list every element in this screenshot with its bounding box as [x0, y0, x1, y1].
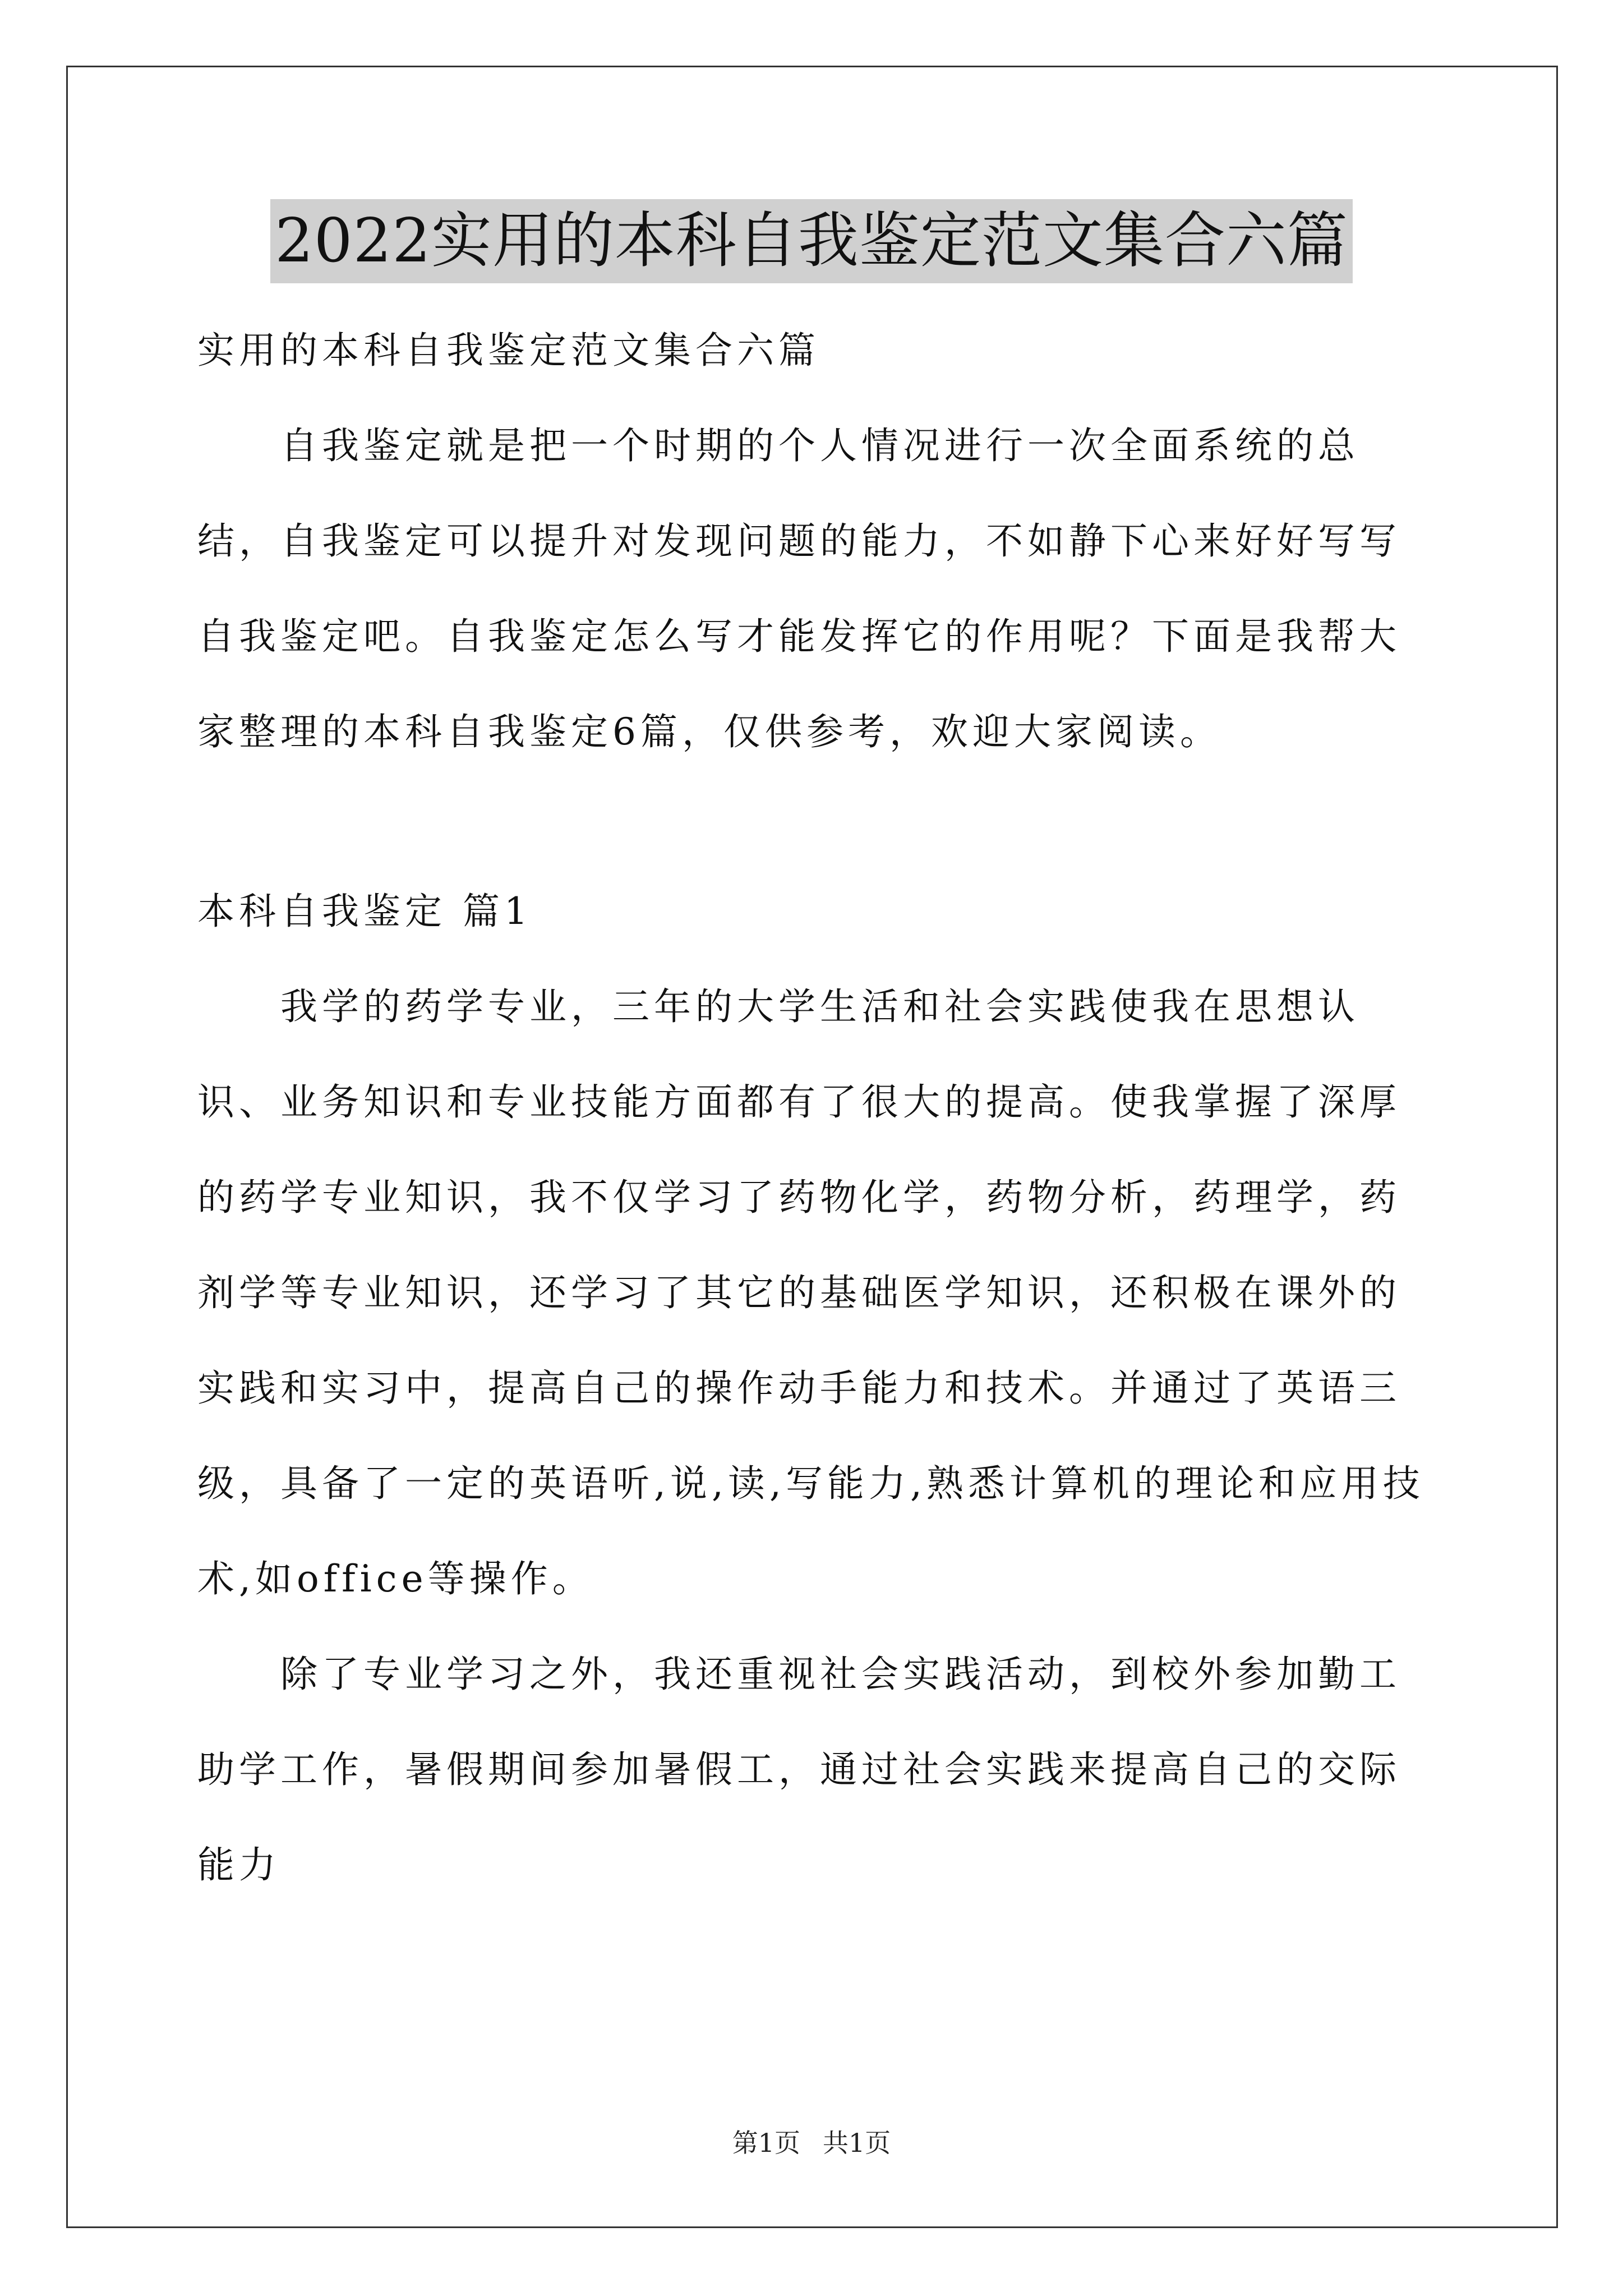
title-container [0, 199, 1623, 283]
body-paragraph-2: 除了专业学习之外，我还重视社会实践活动，到校外参加勤工助学工作，暑假期间参加暑假工，通过社会实践来提高自己的交际能力 [197, 1653, 1401, 1887]
page-number-total: 共1页 [823, 2128, 891, 2158]
intro-paragraph: 自我鉴定就是把一个时期的个人情况进行一次全面系统的总结，自我鉴定可以提升对发现问题的能力，不如静下心来好好写写自我鉴定吧。自我鉴定怎么写才能发挥它的作用呢？下面是我帮大家整理的本科自我鉴定6篇，仅供参考，欢迎大家阅读。 [197, 424, 1401, 753]
document-body [197, 303, 1429, 1913]
document-title: 2022实用的本科自我鉴定范文集合六篇 [270, 199, 1353, 283]
body-paragraph-1: 我学的药学专业，三年的大学生活和社会实践使我在思想认识、业务知识和专业技能方面都有了很大的提高。使我掌握了深厚的药学专业知识，我不仅学习了药物化学，药物分析，药理学，药剂学等专业知识，还学习了其它的基础医学知识，还积极在课外的实践和实习中，提高自己的操作动手能力和技术。并通过了英语三级，具备了一定的英语听,说,读,写能力,熟悉计算机的理论和应用技术,如office等操作。 [197, 985, 1424, 1600]
document-subtitle: 实用的本科自我鉴定范文集合六篇 [197, 329, 820, 372]
section-heading: 本科自我鉴定 篇1 [197, 890, 532, 933]
page-footer [0, 2126, 1623, 2160]
page-number-current: 第1页 [732, 2128, 800, 2158]
